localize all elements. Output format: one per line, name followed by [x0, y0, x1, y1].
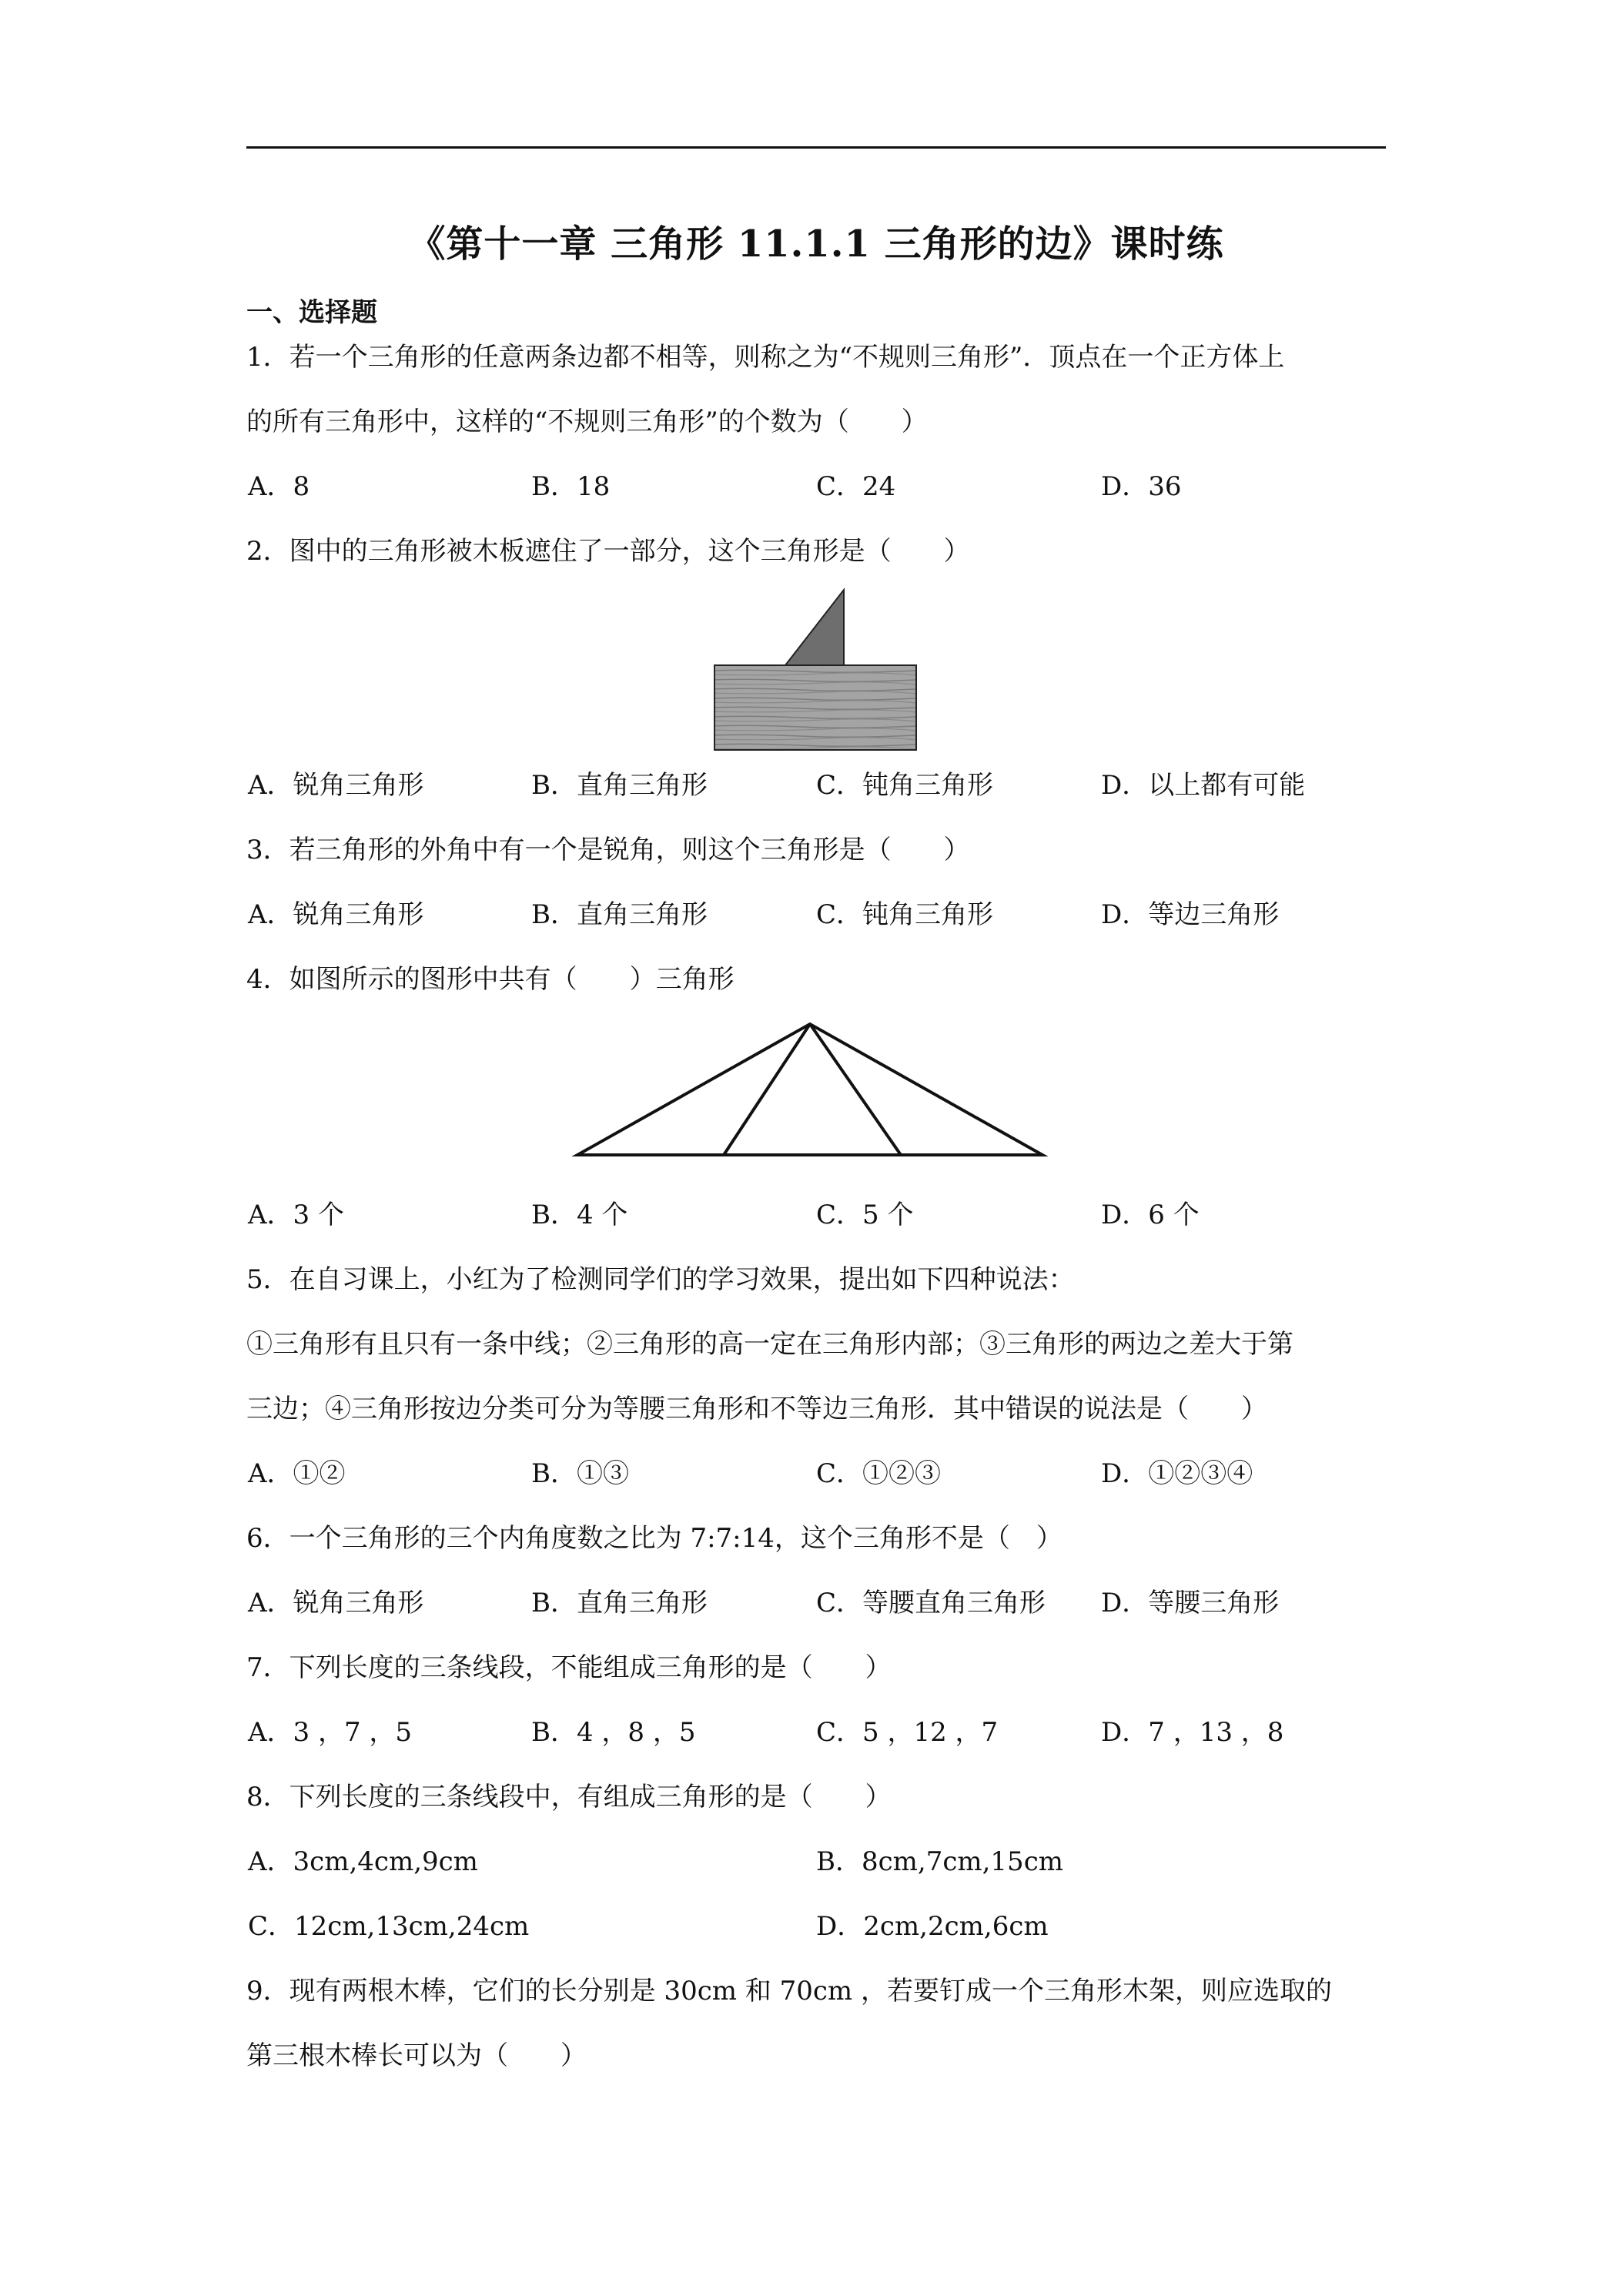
triangle-count-figure	[570, 1016, 1055, 1163]
header-rule	[246, 146, 1386, 149]
q3-option-c: C．钝角三角形	[816, 899, 994, 930]
inner-segment-right	[810, 1024, 901, 1155]
question-4-line-1: 4．如图所示的图形中共有（ ）三角形	[246, 964, 735, 995]
question-2-line-1: 2．图中的三角形被木板遮住了一部分，这个三角形是（ ）	[246, 536, 970, 567]
q8-option-d: D．2cm,2cm,6cm	[816, 1911, 1049, 1942]
outer-triangle	[577, 1024, 1042, 1155]
q5-option-a: A．①②	[248, 1458, 346, 1489]
q1-option-d: D．36	[1101, 471, 1182, 502]
q6-option-a: A．锐角三角形	[248, 1588, 424, 1618]
question-8-line-1: 8．下列长度的三条线段中，有组成三角形的是（ ）	[246, 1782, 892, 1812]
question-3-line-1: 3．若三角形的外角中有一个是锐角，则这个三角形是（ ）	[246, 835, 970, 865]
question-1-line-2: 的所有三角形中，这样的“不规则三角形”的个数为（ ）	[246, 407, 928, 437]
q7-option-c: C．5 ，12 ，7	[816, 1717, 999, 1748]
section-heading: 一、选择题	[246, 297, 377, 328]
q5-option-b: B．①③	[531, 1458, 629, 1489]
q6-option-b: B．直角三角形	[531, 1588, 708, 1618]
question-1-line-1: 1．若一个三角形的任意两条边都不相等，则称之为“不规则三角形”．顶点在一个正方体上	[246, 342, 1285, 373]
page-title: 《第十一章 三角形 11.1.1 三角形的边》课时练	[408, 223, 1224, 266]
q2-option-d: D．以上都有可能	[1101, 770, 1306, 801]
q6-option-c: C．等腰直角三角形	[816, 1588, 1046, 1618]
q3-option-a: A．锐角三角形	[248, 899, 424, 930]
q8-option-b: B．8cm,7cm,15cm	[816, 1846, 1063, 1877]
q1-option-c: C．24	[816, 471, 896, 502]
partial-triangle	[785, 590, 844, 665]
q2-option-a: A．锐角三角形	[248, 770, 424, 801]
q8-option-c: C．12cm,13cm,24cm	[248, 1911, 530, 1942]
q4-option-b: B．4 个	[531, 1200, 628, 1230]
q2-option-b: B．直角三角形	[531, 770, 708, 801]
question-5-line-2: ①三角形有且只有一条中线；②三角形的高一定在三角形内部；③三角形的两边之差大于第	[246, 1329, 1293, 1360]
q4-option-c: C．5 个	[816, 1200, 914, 1230]
q4-option-a: A．3 个	[248, 1200, 344, 1230]
q2-option-c: C．钝角三角形	[816, 770, 994, 801]
q7-option-b: B．4 ，8 ，5	[531, 1717, 696, 1748]
q7-option-a: A．3 ，7 ，5	[248, 1717, 413, 1748]
q1-option-a: A．8	[248, 471, 310, 502]
question-9-line-2: 第三根木棒长可以为（ ）	[246, 2040, 587, 2071]
question-7-line-1: 7．下列长度的三条线段，不能组成三角形的是（ ）	[246, 1652, 892, 1683]
q7-option-d: D．7 ，13 ，8	[1101, 1717, 1284, 1748]
q4-option-d: D．6 个	[1101, 1200, 1200, 1230]
wood-board	[714, 665, 916, 750]
q6-option-d: D．等腰三角形	[1101, 1588, 1280, 1618]
question-9-line-1: 9．现有两根木棒，它们的长分别是 30cm 和 70cm ，若要钉成一个三角形木架，则应选取的	[246, 1976, 1332, 2006]
q1-option-b: B．18	[531, 471, 611, 502]
board-triangle-figure	[708, 585, 924, 755]
inner-segment-left	[724, 1024, 810, 1155]
question-6-line-1: 6．一个三角形的三个内角度数之比为 7:7:14，这个三角形不是（ ）	[246, 1523, 1062, 1554]
q8-option-a: A．3cm,4cm,9cm	[248, 1846, 478, 1877]
q5-option-c: C．①②③	[816, 1458, 942, 1489]
q3-option-d: D．等边三角形	[1101, 899, 1280, 930]
question-5-line-3: 三边；④三角形按边分类可分为等腰三角形和不等边三角形．其中错误的说法是（ ）	[246, 1394, 1267, 1424]
q3-option-b: B．直角三角形	[531, 899, 708, 930]
q5-option-d: D．①②③④	[1101, 1458, 1253, 1489]
question-5-line-1: 5．在自习课上，小红为了检测同学们的学习效果，提出如下四种说法：	[246, 1264, 1075, 1295]
